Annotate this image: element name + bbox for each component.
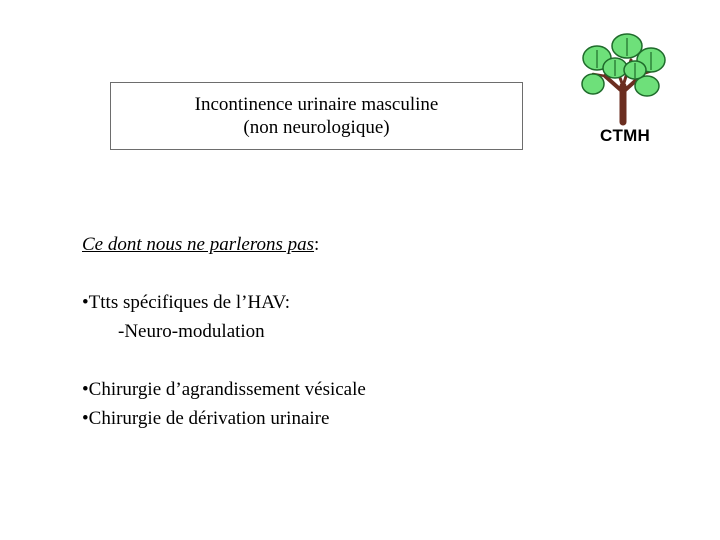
- slide-content: [82, 230, 602, 433]
- section-heading: [82, 230, 602, 259]
- bullet-item: •Ttts spécifiques de l’HAV:: [82, 292, 291, 313]
- bullet-item: •Chirurgie d’agrandissement vésicale: [82, 379, 366, 400]
- spacer: [82, 346, 602, 375]
- spacer: [82, 259, 602, 288]
- ctmh-logo: [575, 30, 675, 152]
- slide-title-box: [110, 82, 523, 150]
- logo-text: CTMH: [600, 126, 650, 145]
- section-heading-colon: :: [314, 234, 320, 255]
- tree-icon: [575, 30, 675, 126]
- sub-item: -Neuro-modulation: [118, 321, 265, 342]
- slide-title-line-2: (non neurologique): [243, 117, 390, 138]
- slide-title-line-1: Incontinence urinaire masculine: [194, 94, 439, 115]
- bullet-item: •Chirurgie de dérivation urinaire: [82, 408, 330, 429]
- section-heading-text: Ce dont nous ne parlerons pas: [82, 234, 315, 255]
